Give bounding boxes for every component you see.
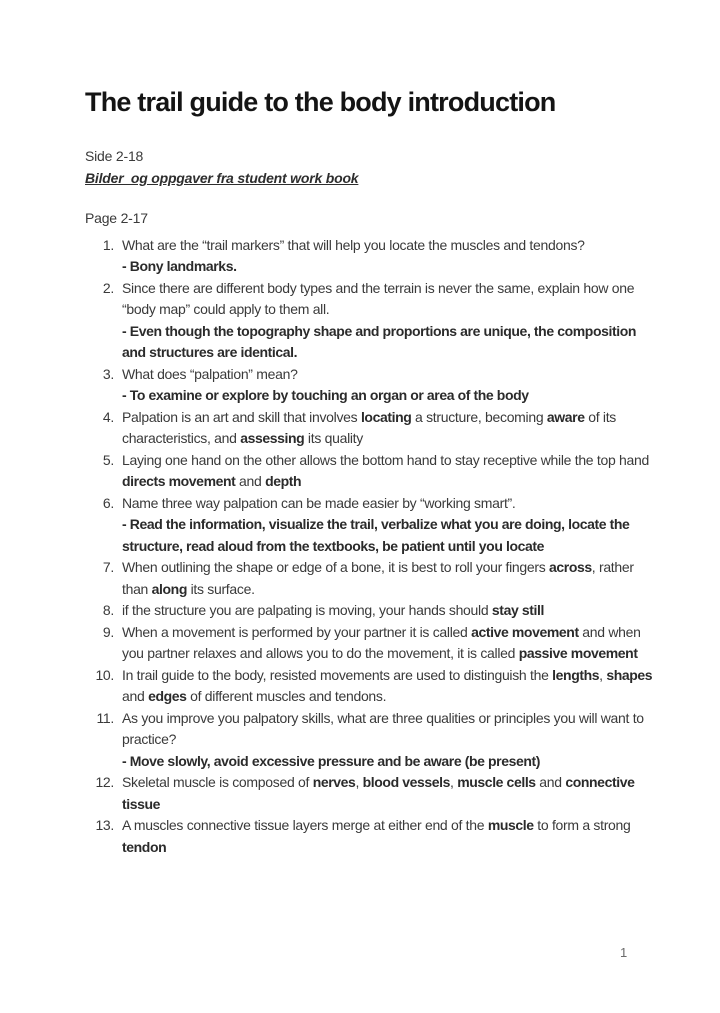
- question-line: - To examine or explore by touching an organ or area of the body: [122, 387, 529, 403]
- question-item: [85, 235, 658, 278]
- question-text: [122, 772, 658, 815]
- question-number: 11.: [96, 709, 114, 726]
- page-title: The trail guide to the body introduction: [85, 87, 556, 117]
- question-item: [85, 708, 658, 773]
- question-text: [122, 665, 658, 708]
- question-number: 12.: [95, 774, 114, 790]
- workbook-subheading: Bilder og oppgaver fra student work book: [85, 169, 359, 186]
- question-number: 6.: [102, 494, 114, 511]
- question-number: 2.: [102, 279, 114, 296]
- question-text: [122, 815, 658, 858]
- question-line: When a movement is performed by your partner it is called active movement and when you partner relaxes and allows you to do the movement, it is called passive movement: [122, 623, 641, 661]
- question-text: [122, 622, 658, 665]
- page-reference-label: Page 2-17: [85, 210, 148, 226]
- question-line: - Move slowly, avoid excessive pressure and be aware (be present): [122, 752, 541, 769]
- question-line: When outlining the shape or edge of a bone, it is best to roll your fingers across, rather than along its surface.: [122, 559, 634, 597]
- question-line: Since there are different body types and the terrain is never the same, explain how one “body map” could apply to them all.: [122, 279, 635, 317]
- question-text: [122, 235, 658, 278]
- question-number: 8.: [102, 602, 114, 618]
- question-item: [85, 772, 658, 815]
- question-number: 5.: [102, 451, 114, 468]
- question-item: [85, 450, 658, 493]
- question-text: [122, 364, 658, 407]
- question-line: - Even though the topography shape and proportions are unique, the composition and structures are identical.: [122, 322, 637, 360]
- question-item: [85, 278, 658, 364]
- question-line: As you improve you palpatory skills, what are three qualities or principles you will want to practice?: [122, 709, 644, 747]
- question-number: 10.: [95, 666, 114, 683]
- question-item: [85, 665, 658, 708]
- question-text: [122, 493, 658, 558]
- question-number: 1.: [102, 236, 114, 253]
- question-item: [85, 815, 658, 858]
- question-list: [85, 235, 658, 859]
- question-line: Name three way palpation can be made easier by “working smart”.: [122, 494, 516, 511]
- side-label: Side 2-18: [85, 148, 144, 164]
- question-text: [122, 278, 658, 364]
- question-line: A muscles connective tissue layers merge at either end of the muscle to form a strong tendon: [122, 817, 631, 855]
- question-line: - Bony landmarks.: [122, 258, 237, 274]
- question-text: [122, 450, 658, 493]
- question-number: 4.: [102, 408, 114, 425]
- page-number: 1: [620, 945, 628, 960]
- question-line: Laying one hand on the other allows the bottom hand to stay receptive while the top hand directs movement and depth: [122, 451, 649, 489]
- question-line: What are the “trail markers” that will help you locate the muscles and tendons?: [122, 236, 585, 253]
- question-line: Palpation is an art and skill that involves locating a structure, becoming aware of its characteristics, and assessing its quality: [122, 408, 616, 446]
- question-number: 9.: [102, 623, 114, 640]
- question-text: [122, 708, 658, 773]
- question-item: [85, 407, 658, 450]
- question-text: [122, 600, 658, 622]
- question-line: Skeletal muscle is composed of nerves, blood vessels, muscle cells and connective tissue: [122, 774, 635, 812]
- question-line: if the structure you are palpating is moving, your hands should stay still: [122, 602, 544, 618]
- question-line: What does “palpation” mean?: [122, 365, 298, 382]
- question-item: [85, 557, 658, 600]
- question-text: [122, 557, 658, 600]
- question-item: [85, 493, 658, 558]
- question-number: 7.: [102, 559, 114, 575]
- question-item: [85, 364, 658, 407]
- question-line: In trail guide to the body, resisted movements are used to distinguish the lengths, shapes and edges of different muscles and tendons.: [122, 666, 653, 704]
- question-number: 13.: [95, 817, 114, 833]
- question-number: 3.: [102, 365, 114, 382]
- question-text: [122, 407, 658, 450]
- question-line: - Read the information, visualize the trail, verbalize what you are doing, locate the structure, read aloud from the textbooks, be patient until you locate: [122, 516, 630, 554]
- question-item: [85, 600, 658, 622]
- question-item: [85, 622, 658, 665]
